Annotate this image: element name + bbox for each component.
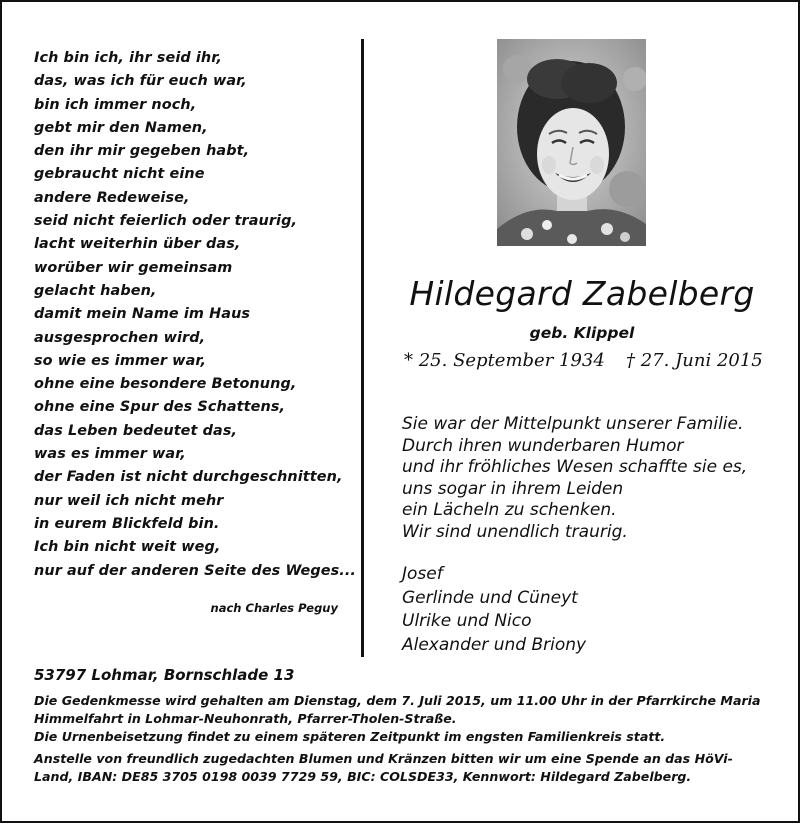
poem-line: seid nicht feierlich oder traurig, bbox=[34, 213, 298, 230]
poem-line: bin ich immer noch, bbox=[34, 96, 197, 113]
poem-attribution: nach Charles Peguy bbox=[210, 601, 338, 615]
info-line: Die Gedenkmesse wird gehalten am Dienstag, dem 7. Juli 2015, um 11.00 Uhr in der Pfarrkirche Maria bbox=[34, 693, 761, 708]
poem-line: nur auf der anderen Seite des Weges... bbox=[34, 562, 357, 579]
poem-line: andere Redeweise, bbox=[34, 189, 190, 206]
family-member: Ulrike und Nico bbox=[402, 611, 532, 631]
poem-line: worüber wir gemeinsam bbox=[34, 259, 233, 276]
family-address: 53797 Lohmar, Bornschlade 13 bbox=[34, 666, 295, 684]
poem-line: nur weil ich nicht mehr bbox=[34, 492, 224, 509]
poem-line: ohne eine Spur des Schattens, bbox=[34, 399, 286, 416]
info-line: Anstelle von freundlich zugedachten Blumen und Kränzen bitten wir um eine Spende an das HöVi- bbox=[34, 751, 733, 766]
poem-line: gebraucht nicht eine bbox=[34, 166, 205, 183]
family-member: Josef bbox=[402, 564, 443, 584]
poem-line: das Leben bedeutet das, bbox=[34, 422, 238, 439]
tribute-line: ein Lächeln zu schenken. bbox=[402, 500, 617, 521]
poem-line: was es immer war, bbox=[34, 446, 186, 463]
tribute-line: Durch ihren wunderbaren Humor bbox=[402, 435, 684, 456]
tribute-text bbox=[402, 414, 792, 544]
maiden-name: geb. Klippel bbox=[529, 324, 635, 342]
death-date: † 27. Juni 2015 bbox=[626, 350, 763, 371]
poem-line: Ich bin nicht weit weg, bbox=[34, 539, 221, 556]
tribute-line: Wir sind unendlich traurig. bbox=[402, 521, 628, 542]
service-information bbox=[34, 692, 782, 786]
poem-line: in eurem Blickfeld bin. bbox=[34, 515, 220, 532]
poem-line: der Faden ist nicht durchgeschnitten, bbox=[34, 469, 343, 486]
poem-line: den ihr mir gegeben habt, bbox=[34, 143, 250, 160]
poem-line: ohne eine besondere Betonung, bbox=[34, 376, 297, 393]
info-line: Die Urnenbeisetzung findet zu einem späteren Zeitpunkt im engsten Familienkreis statt. bbox=[34, 729, 666, 744]
info-line: Land, IBAN: DE85 3705 0198 0039 7729 59, BIC: COLSDE33, Kennwort: Hildegard Zabelberg. bbox=[34, 769, 692, 784]
family-member: Gerlinde und Cüneyt bbox=[402, 587, 578, 608]
portrait-image bbox=[497, 39, 646, 246]
poem-line: damit mein Name im Haus bbox=[34, 306, 251, 323]
tribute-line: uns sogar in ihrem Leiden bbox=[402, 478, 624, 499]
tribute-line: und ihr fröhliches Wesen schaffte sie es, bbox=[402, 457, 748, 478]
poem-line: gelacht haben, bbox=[34, 282, 157, 299]
poem-line: das, was ich für euch war, bbox=[34, 73, 247, 90]
poem-line: so wie es immer war, bbox=[34, 352, 207, 369]
poem-line: lacht weiterhin über das, bbox=[34, 236, 241, 253]
poem bbox=[34, 47, 357, 583]
portrait-photo bbox=[497, 39, 646, 246]
family-member: Alexander und Briony bbox=[402, 634, 587, 655]
poem-line: Ich bin ich, ihr seid ihr, bbox=[34, 50, 222, 66]
family-signatures bbox=[402, 563, 782, 657]
tribute-line: Sie war der Mittelpunkt unserer Familie. bbox=[402, 414, 744, 434]
info-line: Himmelfahrt in Lohmar-Neuhonrath, Pfarrer-Tholen-Straße. bbox=[34, 711, 457, 726]
vertical-divider bbox=[361, 39, 364, 657]
poem-line: gebt mir den Namen, bbox=[34, 119, 208, 136]
poem-line: ausgesprochen wird, bbox=[34, 329, 206, 346]
deceased-name: Hildegard Zabelberg bbox=[409, 274, 755, 313]
birth-date: * 25. September 1934 bbox=[404, 350, 605, 371]
